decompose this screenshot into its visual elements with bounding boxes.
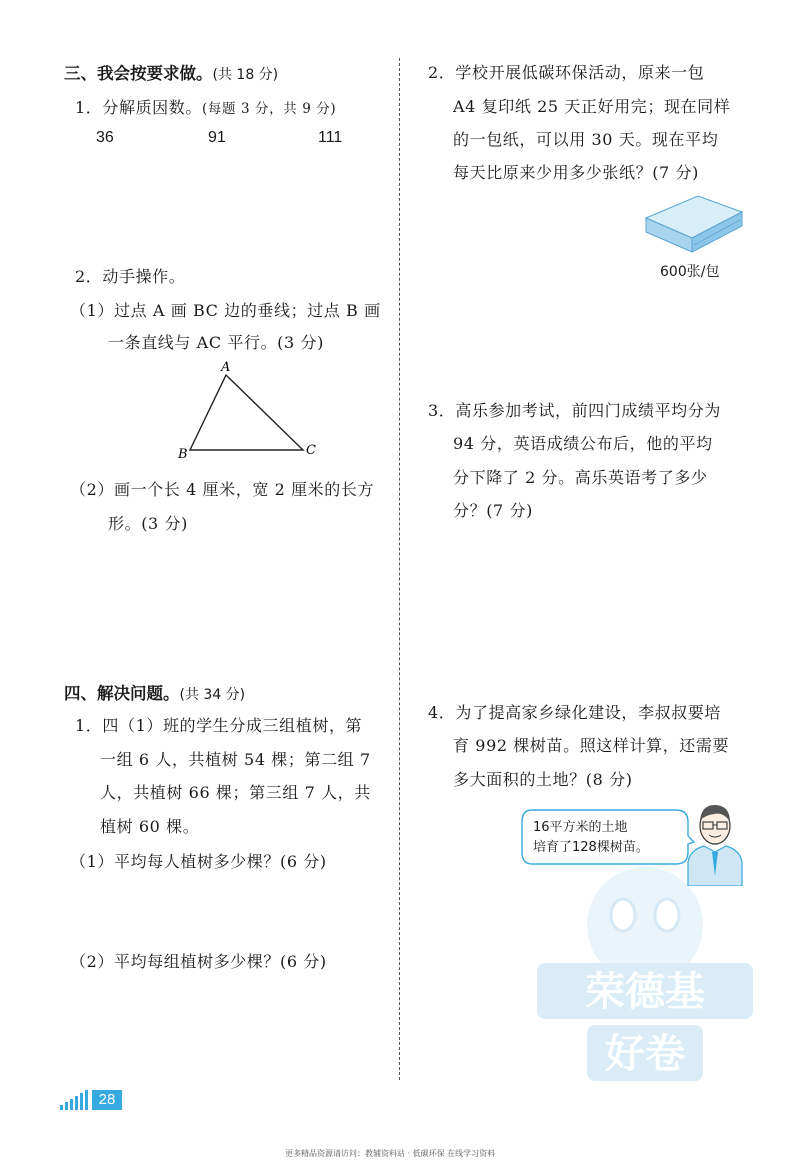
s4-q1-line1: 1．四（1）班的学生分成三组植树，第 bbox=[75, 716, 363, 735]
label-c: C bbox=[306, 443, 316, 458]
r-q2-line4: 每天比原来少用多少张纸？(7 分) bbox=[453, 163, 699, 182]
s3-q2-part2-line1: （2）画一个长 4 厘米，宽 2 厘米的长方 bbox=[70, 480, 375, 499]
paper-pack-icon bbox=[640, 190, 745, 260]
s3-q2-part1-line1: （1）过点 A 画 BC 边的垂线；过点 B 画 bbox=[70, 301, 381, 320]
r-q3-line4: 分？(7 分) bbox=[453, 501, 533, 520]
number-36: 36 bbox=[96, 129, 114, 146]
s4-q1-line4: 植树 60 棵。 bbox=[100, 817, 200, 836]
page-footer: 更多精品资源请访问：教辅资料站 · 低碳环保 在线学习资料 bbox=[285, 1149, 496, 1158]
r-q3-line3: 分下降了 2 分。高乐英语考了多少 bbox=[453, 468, 708, 487]
watermark-text-2: 好卷 bbox=[605, 1031, 685, 1077]
s3-q2-part2-line2: 形。(3 分) bbox=[108, 514, 188, 533]
watermark-logo bbox=[525, 855, 765, 1085]
bubble-line1: 16平方米的土地 bbox=[533, 820, 628, 835]
r-q4-line2: 育 992 棵树苗。照这样计算，还需要 bbox=[453, 736, 730, 755]
paper-caption: 600张/包 bbox=[660, 264, 720, 280]
r-q2-line2: A4 复印纸 25 天正好用完；现在同样 bbox=[453, 97, 731, 116]
s4-q1-line2: 一组 6 人，共植树 54 棵；第二组 7 bbox=[100, 750, 371, 769]
r-q3-line1: 3．高乐参加考试，前四门成绩平均分为 bbox=[428, 401, 721, 420]
r-q2-line1: 2．学校开展低碳环保活动，原来一包 bbox=[428, 63, 705, 82]
r-q4-line3: 多大面积的土地？(8 分) bbox=[453, 770, 633, 789]
label-a: A bbox=[221, 360, 231, 375]
watermark-text-1: 荣德基 bbox=[585, 969, 705, 1015]
number-111: 111 bbox=[318, 129, 343, 146]
s4-q1-sub2: （2）平均每组植树多少棵？(6 分) bbox=[70, 952, 327, 971]
label-b: B bbox=[178, 447, 188, 462]
r-q4-line1: 4．为了提高家乡绿化建设，李叔叔要培 bbox=[428, 703, 721, 722]
page-number: 28 bbox=[92, 1090, 122, 1110]
s4-q1-sub1: （1）平均每人植树多少棵？(6 分) bbox=[70, 852, 327, 871]
column-divider bbox=[399, 58, 400, 1080]
r-q2-line3: 的一包纸，可以用 30 天。现在平均 bbox=[453, 130, 719, 149]
s3-q2-text: 2．动手操作。 bbox=[75, 267, 186, 286]
s3-q2-part1-line2: 一条直线与 AC 平行。(3 分) bbox=[108, 333, 324, 352]
s4-q1-line3: 人，共植树 66 棵；第三组 7 人，共 bbox=[100, 783, 371, 802]
section4-title: 四、解决问题。(共 34 分) bbox=[64, 684, 246, 703]
triangle-abc bbox=[170, 355, 330, 465]
section3-title: 三、我会按要求做。(共 18 分) bbox=[64, 64, 279, 83]
man-figure-icon bbox=[684, 798, 746, 886]
bubble-line2: 培育了128棵树苗。 bbox=[533, 840, 649, 855]
r-q3-line2: 94 分，英语成绩公布后，他的平均 bbox=[453, 434, 713, 453]
page-bars-icon bbox=[58, 1090, 92, 1110]
s3-q1-text: 1．分解质因数。(每题 3 分，共 9 分) bbox=[75, 98, 337, 117]
number-91: 91 bbox=[208, 129, 226, 146]
